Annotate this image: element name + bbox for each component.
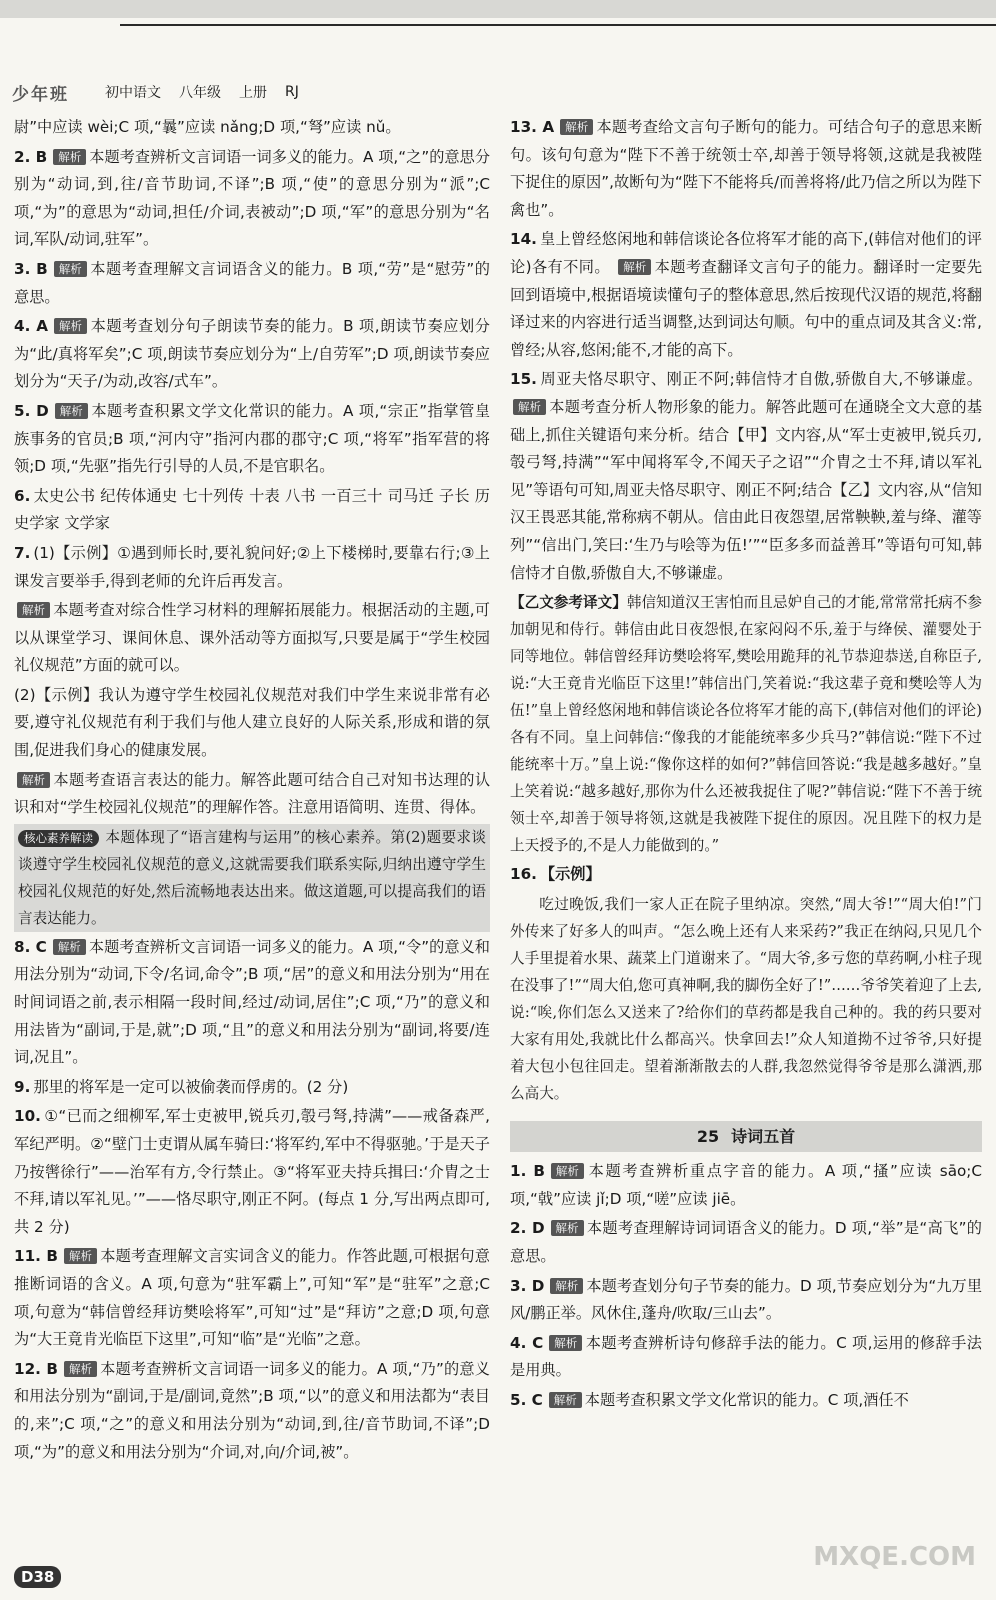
- answer-number: 10.: [14, 1107, 41, 1126]
- answer-number: 6.: [14, 486, 31, 505]
- analysis-badge: 解析: [53, 939, 86, 955]
- answer-text: (2)【示例】我认为遵守学生校园礼仪规范对我们中学生来说非常有必要,遵守礼仪规范有利于我们与他人建立良好的人际关系,形成和谐的氛围,促进我们身心的健康发展。: [14, 685, 490, 760]
- answer-number: 12. B: [14, 1359, 58, 1378]
- answer-number: 9.: [14, 1077, 31, 1096]
- answer-text: 本题考查辨析文言词语一词多义的能力。A 项,“乃”的意义和用法分别为“副词,于是/副词,竟然”;B 项,“以”的意义和用法都为“表目的,来”;C 项,“之”的意义和用法分别为“动词,到,往/音节助词,不译”;D 项,“为”的意义和用法分别为“介词,对,向/介词,被”。: [14, 1359, 490, 1461]
- lesson-heading: [510, 1121, 982, 1153]
- answer-text: 本题考查翻译文言句子的能力。翻译时一定要先回到语境中,根据语境读懂句子的整体意思,然后按现代汉语的规范,将翻译过来的内容进行适当调整,达到词达句顺。句中的重点词及其含义:常,曾经;从容,悠闲;能不,才能的高下。: [510, 257, 983, 359]
- answer-text: 本题考查划分句子朗读节奏的能力。B 项,朗读节奏应划分为“此/真将军矣”;C 项,朗读节奏应划分为“上/自劳军”;D 项,朗读节奏应划分为“天子/为动,改容/式车”。: [14, 317, 490, 391]
- analysis-badge: 解析: [618, 259, 651, 275]
- answer-item: [14, 934, 490, 1072]
- answer-item: [510, 366, 982, 587]
- answer-number: 15.: [510, 370, 537, 389]
- analysis-badge: 解析: [549, 1335, 582, 1351]
- right-column: [510, 114, 982, 1417]
- answer-text: 太史公书 纪传体通史 七十列传 十表 八书 一百三十 司马迁 子长 历史学家 文学家: [14, 486, 490, 533]
- answer-number: 14.: [510, 230, 537, 249]
- header-grade: 八年级: [179, 85, 221, 101]
- answer-item: [14, 540, 490, 595]
- answer-number: 7.: [14, 543, 31, 562]
- answer-text: 本题考查辨析重点字音的能力。A 项,“搔”应读 sāo;C 项,“戟”应读 jǐ;D 项,“嗟”应读 jiē。: [510, 1162, 983, 1208]
- answer-item: [510, 861, 982, 889]
- answer-item: [510, 1273, 982, 1328]
- answer-text: 本题考查语言表达的能力。解答此题可结合自己对知书达理的认识和对“学生校园礼仪规范”的理解作答。注意用语简明、连贯、得体。: [14, 770, 490, 817]
- translation-text: 韩信知道汉王害怕而且忌妒自己的才能,常常常托病不参加朝见和侍行。韩信由此日夜怨恨,在家闷闷不乐,羞于与绛侯、灌婴处于同等地位。韩信曾经拜访樊哙将军,樊哙用跪拜的礼节恭迎恭送,自称臣子,说:“大王竟肯光临臣下这里!”韩信出门,笑着说:“我这辈子竟和樊哙等人为伍!”皇上曾经悠闲地和韩信谈论各位将军才能的高下,(韩信对他们的评论)各有不同。皇上问韩信:“像我的才能能统率多少兵马?”韩信说:“陛下不过能统率十万。”皇上说:“像你这样的如何?”韩信回答说:“我是越多越好。”皇上笑着说:“越多越好,那你为什么还被我捉住了呢?”韩信说:“陛下不善于统领士卒,却善于领导将领,这就是我被陛下捉住的原因。况且陛下的权力是上天授予的,不是人力能做到的。”: [510, 594, 982, 855]
- answer-text: 周亚夫恪尽职守、刚正不阿;韩信恃才自傲,骄傲自大,不够谦虚。: [539, 370, 982, 389]
- analysis-paragraph: [14, 597, 490, 680]
- analysis-paragraph: [14, 767, 490, 822]
- page-header: [12, 78, 572, 106]
- analysis-badge: 解析: [17, 772, 50, 788]
- answer-item: [510, 1158, 982, 1213]
- analysis-badge: 解析: [64, 1248, 97, 1264]
- essay-text: 吃过晚饭,我们一家人正在院子里纳凉。突然,“周大爷!”“周大伯!”门外传来了好多人的叫声。“怎么晚上还有人来采药?”我正在纳闷,只见几个人手里提着水果、蔬菜上门道谢来了。“周大爷,多亏您的草药啊,小柱子现在没事了!”“周大伯,您可真神啊,我的脚伤全好了!”……爷爷笑着迎了上去,说:“唉,你们怎么又送来了?给你们的草药都是我自己种的。我的药只要对大家有用处,我就比什么都高兴。快拿回去!”众人知道拗不过爷爷,只好提着大包小包往回走。望着渐渐散去的人群,我忽然觉得爷爷是那么潇洒,那么高大。: [510, 895, 982, 1102]
- answer-item: [510, 1387, 982, 1415]
- answer-text: 本题考查积累文学文化常识的能力。A 项,“宗正”指掌管皇族事务的官员;B 项,“河内守”指河内郡的郡守;C 项,“将军”指军营的将领;D 项,“先驱”指先行引导的人员,不是官职名。: [14, 401, 491, 476]
- core-literacy-badge: 核心素养解读: [18, 830, 99, 847]
- header-volume: 上册: [239, 85, 267, 101]
- answer-continued: 尉”中应读 wèi;C 项,“曩”应读 nǎng;D 项,“弩”应读 nǔ。: [14, 118, 401, 136]
- answer-number: 11. B: [14, 1247, 58, 1266]
- answer-text: 本题考查分析人物形象的能力。解答此题可在通晓全文大意的基础上,抓住关键语句来分析。结合【甲】文内容,从“军士吏被甲,锐兵刃,彀弓弩,持满”“军中闻将军令,不闻天子之诏”“介胄之士不拜,请以军礼见”等语句可知,周亚夫恪尽职守、刚正不阿;结合【乙】文内容,从“信知汉王畏恶其能,常称病不朝从。信由此日夜怨望,居常鞅鞅,羞与绛、灌等列”“信出门,笑曰:‘生乃与哙等为伍!’”“臣多多而益善耳”等语句可知,韩信恃才自傲,骄傲自大,不够谦虚。: [510, 397, 982, 582]
- analysis-badge: 解析: [513, 399, 546, 415]
- answer-item: [510, 226, 982, 364]
- analysis-badge: 解析: [550, 1278, 583, 1294]
- header-edition: RJ: [285, 84, 299, 100]
- answer-item: [14, 313, 490, 396]
- answer-number: 8. C: [14, 937, 47, 956]
- answer-number: 3. B: [14, 259, 48, 278]
- answer-item: [14, 1074, 490, 1102]
- answer-number: 5. C: [510, 1391, 543, 1410]
- answer-item: [14, 256, 490, 311]
- answer-item: [14, 398, 490, 481]
- analysis-badge: 解析: [64, 1361, 97, 1377]
- answer-text: 本题考查积累文学文化常识的能力。C 项,酒任不: [584, 1391, 909, 1410]
- answer-text: 那里的将军是一定可以被偷袭而俘虏的。(2 分): [33, 1077, 349, 1096]
- page-number: D38: [14, 1566, 61, 1588]
- answer-text: 本题考查划分句子节奏的能力。D 项,节奏应划分为“九万里风/鹏正举。风休住,蓬舟/吹取/三山去”。: [510, 1276, 983, 1323]
- answer-number: 3. D: [510, 1276, 545, 1295]
- answer-number: 13. A: [510, 118, 555, 136]
- answer-text: 本题考查给文言句子断句的能力。可结合句子的意思来断句。该句句意为“陛下不善于统领士卒,却善于领导将领,这就是我被陛下捉住的原因”,故断句为“陛下不能将兵/而善将将/此乃信之所以为陛下禽也”。: [510, 118, 983, 219]
- analysis-badge: 解析: [53, 149, 86, 165]
- core-literacy-text: 本题体现了“语言建构与运用”的核心素养。第(2)题要求谈谈遵守学生校园礼仪规范的意义,这就需要我们联系实际,归纳出遵守学生校园礼仪规范的好处,然后流畅地表达出来。做这道题,可以提高我们的语言表达能力。: [18, 828, 486, 927]
- answer-item: [14, 144, 490, 254]
- answer-text: 本题考查理解文言实词含义的能力。作答此题,可根据句意推断词语的含义。A 项,句意为“驻军霸上”,可知“军”是“驻军”之意;C 项,句意为“韩信曾经拜访樊哙将军”,可知“过”是“拜访”之意;D 项,句意为“大王竟肯光临臣下这里”,可知“临”是“光临”之意。: [14, 1247, 490, 1349]
- header-subject: 初中语文: [105, 85, 161, 101]
- analysis-badge: 解析: [560, 119, 593, 135]
- answer-item: [510, 1330, 982, 1385]
- answer-number: 2. B: [14, 147, 48, 166]
- analysis-badge: 解析: [17, 602, 50, 618]
- brand-logo: 少年班: [12, 84, 69, 105]
- answer-item: [14, 1243, 490, 1353]
- answer-text: (1)【示例】①遇到师长时,要礼貌问好;②上下楼梯时,要靠右行;③上课发言要举手,得到老师的允许后再发言。: [14, 543, 490, 590]
- site-watermark: MXQE.COM: [813, 1542, 976, 1572]
- analysis-badge: 解析: [54, 318, 87, 334]
- answer-text: 皇上曾经悠闲地和韩信谈论各位将军才能的高下,(韩信对他们的评论)各有不同。: [510, 230, 982, 276]
- answer-text: 本题考查理解诗词词语含义的能力。D 项,“举”是“高飞”的意思。: [510, 1219, 982, 1266]
- lesson-number: 25: [696, 1126, 720, 1146]
- example-label: 【示例】: [539, 865, 601, 884]
- core-literacy-note: [14, 824, 490, 932]
- answer-text: 本题考查辨析文言词语一词多义的能力。A 项,“令”的意义和用法分别为“动词,下令/名词,命令”;B 项,“居”的意义和用法分别为“用在时间词语之前,表示相隔一段时间,经过/动词,居住”;C 项,“乃”的意义和用法皆为“副词,于是,就”;D 项,“且”的意义和用法分别为“副词,将要/连词,况且”。: [14, 937, 490, 1067]
- analysis-badge: 解析: [54, 261, 87, 277]
- analysis-badge: 解析: [551, 1220, 584, 1236]
- header-rule: [120, 24, 996, 26]
- answer-item: [14, 1356, 490, 1466]
- answer-number: 2. D: [510, 1219, 545, 1238]
- answer-number: 1. B: [510, 1162, 545, 1181]
- scan-top-edge: [0, 0, 996, 18]
- analysis-badge: 解析: [551, 1163, 584, 1179]
- answer-item: [510, 114, 982, 224]
- answer-item: [14, 483, 490, 538]
- answer-number: 5. D: [14, 401, 49, 420]
- left-column: [14, 114, 490, 1468]
- answer-text: 本题考查对综合性学习材料的理解拓展能力。根据活动的主题,可以从课堂学习、课间休息、课外活动等方面拟写,只要是属于“学生校园礼仪规范”方面的就可以。: [14, 601, 490, 675]
- translation-block: [510, 589, 982, 859]
- answer-item: [14, 1103, 490, 1241]
- translation-label: 【乙文参考译文】: [510, 594, 627, 612]
- answer-text: 本题考查辨析诗句修辞手法的能力。C 项,运用的修辞手法是用典。: [510, 1333, 982, 1380]
- lesson-title: 诗词五首: [731, 1126, 796, 1146]
- answer-text: ①“已而之细柳军,军士吏被甲,锐兵刃,彀弓弩,持满”——戒备森严,军纪严明。②“壁门士吏谓从属车骑曰:‘将军约,军中不得驱驰。’于是天子乃按辔徐行”——治军有方,令行禁止。③“将军亚夫持兵揖曰:‘介胄之士不拜,请以军礼见。’”——恪尽职守,刚正不阿。(每点 1 分,写出两点即可,共 2 分): [14, 1107, 490, 1236]
- answer-number: 4. C: [510, 1333, 544, 1352]
- answer-number: 16.: [510, 865, 537, 884]
- answer-text: 本题考查理解文言词语含义的能力。B 项,“劳”是“慰劳”的意思。: [14, 259, 490, 306]
- answer-number: 4. A: [14, 317, 48, 336]
- analysis-badge: 解析: [55, 403, 88, 419]
- answer-text: 本题考查辨析文言词语一词多义的能力。A 项,“之”的意思分别为“动词,到,往/音节助词,不译”;B 项,“使”的意思分别为“派”;C 项,“为”的意思为“动词,担任/介词,表被动”;D 项,“军”的意思分别为“名词,军队/动词,驻军”。: [14, 147, 491, 249]
- analysis-badge: 解析: [549, 1392, 582, 1408]
- answer-item: [510, 1215, 982, 1270]
